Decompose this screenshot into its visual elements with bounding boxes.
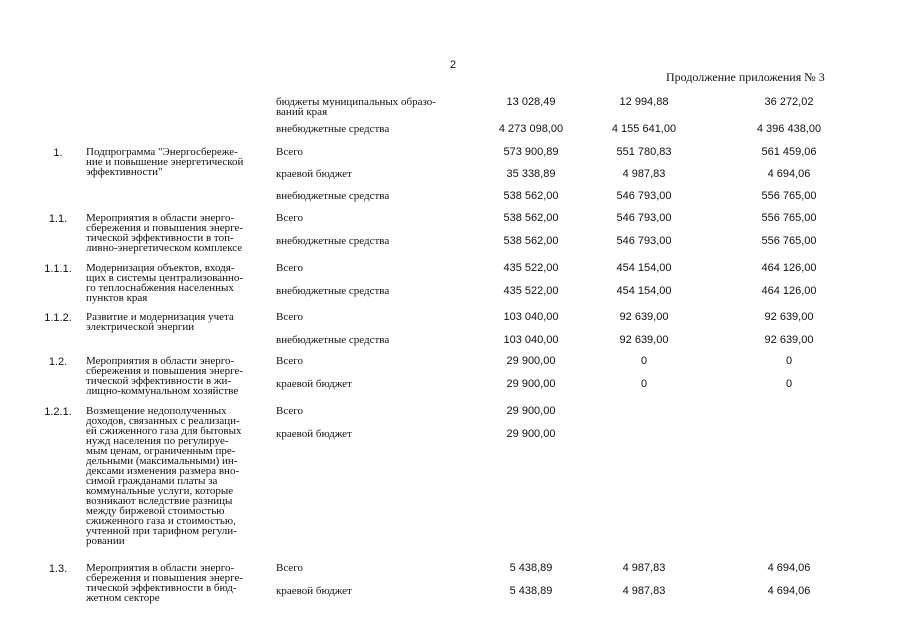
value-year-3: 464 126,00 — [761, 262, 817, 274]
row-title-line: Развитие и модернизация учета — [86, 311, 234, 323]
value-year-1: 538 562,00 — [503, 235, 559, 247]
funding-source-line: внебюджетные средства — [276, 334, 390, 346]
row-title-line: ние и повышение энергетической — [86, 156, 244, 168]
funding-source-line: внебюджетные средства — [276, 285, 390, 297]
funding-source-line: Всего — [276, 212, 303, 224]
row-title-line: Возмещение недополученных — [86, 405, 227, 417]
value-year-2: 551 780,83 — [616, 146, 672, 158]
row-title-line: Модернизация объектов, входя- — [86, 262, 235, 274]
row-title-line: тической эффективности в топ- — [86, 232, 234, 244]
value-year-2: 12 994,88 — [619, 96, 669, 108]
funding-source-line: Всего — [276, 262, 303, 274]
funding-source-label — [276, 169, 352, 179]
funding-source-label — [276, 586, 352, 596]
value-year-2: 0 — [640, 355, 648, 367]
row-title-line: Мероприятия в области энерго- — [86, 355, 235, 367]
funding-source-label — [276, 97, 436, 117]
funding-source-label — [276, 379, 352, 389]
row-title-line: дельными (максимальными) ин- — [86, 455, 238, 467]
funding-source-line: бюджеты муниципальных образо- — [276, 96, 436, 108]
row-number: 1.1. — [48, 213, 68, 225]
value-year-1: 35 338,89 — [506, 168, 556, 180]
row-title-line: сбережения и повышения энерге- — [86, 222, 244, 234]
value-year-2: 546 793,00 — [616, 190, 672, 202]
value-year-2: 546 793,00 — [616, 212, 672, 224]
funding-source-line: внебюджетные средства — [276, 190, 390, 202]
value-year-2: 92 639,00 — [619, 311, 669, 323]
row-title — [86, 406, 272, 546]
funding-source-label — [276, 213, 303, 223]
value-year-3: 556 765,00 — [761, 190, 817, 202]
value-year-3: 556 765,00 — [761, 212, 817, 224]
row-title-line: симой гражданами платы за — [86, 475, 218, 487]
value-year-3: 92 639,00 — [764, 334, 814, 346]
value-year-3: 464 126,00 — [761, 285, 817, 297]
row-title-line: коммунальные услуги, которые — [86, 485, 234, 497]
value-year-2: 0 — [640, 378, 648, 390]
value-year-1: 103 040,00 — [503, 311, 559, 323]
value-year-3: 4 694,06 — [767, 168, 811, 180]
row-title — [86, 213, 243, 253]
funding-source-label — [276, 236, 389, 246]
funding-source-label — [276, 124, 389, 134]
row-number: 1. — [53, 147, 63, 159]
row-title-line: сжиженного газа и стоимостью, — [86, 515, 236, 527]
row-title-line: эффективности" — [86, 166, 163, 178]
value-year-1: 4 273 098,00 — [498, 123, 564, 135]
funding-source-line: краевой бюджет — [276, 585, 352, 597]
row-number: 1.2. — [48, 356, 68, 368]
row-number: 1.1.2. — [44, 312, 72, 324]
funding-source-label — [276, 356, 303, 366]
value-year-3: 4 694,06 — [767, 585, 811, 597]
row-title-line: пунктов края — [86, 292, 148, 304]
row-title-line: Мероприятия в области энерго- — [86, 212, 235, 224]
funding-source-label — [276, 147, 303, 157]
value-year-1: 103 040,00 — [503, 334, 559, 346]
funding-source-line: Всего — [276, 311, 303, 323]
funding-source-label — [276, 429, 352, 439]
value-year-3: 4 694,06 — [767, 562, 811, 574]
row-title-line: тической эффективности в жи- — [86, 375, 232, 387]
funding-source-line: внебюджетные средства — [276, 123, 390, 135]
value-year-2: 4 987,83 — [622, 562, 666, 574]
page-number: 2 — [450, 59, 457, 71]
row-title-line: между биржевой стоимостью — [86, 505, 225, 517]
row-title-line: го теплоснабжения населенных — [86, 282, 234, 294]
value-year-1: 29 900,00 — [506, 355, 556, 367]
value-year-2: 4 987,83 — [622, 585, 666, 597]
row-title-line: тической эффективности в бюд- — [86, 582, 237, 594]
value-year-3: 0 — [785, 378, 793, 390]
funding-source-label — [276, 563, 303, 573]
value-year-1: 29 900,00 — [506, 405, 556, 417]
row-title-line: ровании — [86, 535, 125, 547]
row-title-line: Мероприятия в области энерго- — [86, 562, 235, 574]
funding-source-line: Всего — [276, 355, 303, 367]
value-year-1: 5 438,89 — [509, 562, 553, 574]
funding-source-line: краевой бюджет — [276, 378, 352, 390]
funding-source-label — [276, 406, 303, 416]
row-title-line: мым ценам, ограниченным пре- — [86, 445, 236, 457]
row-title — [86, 563, 272, 603]
value-year-1: 538 562,00 — [503, 190, 559, 202]
funding-source-line: Всего — [276, 562, 303, 574]
row-number: 1.3. — [48, 563, 68, 575]
row-title-line: электрической энергии — [86, 321, 195, 333]
funding-source-label — [276, 335, 389, 345]
value-year-1: 29 900,00 — [506, 378, 556, 390]
value-year-1: 573 900,89 — [503, 146, 559, 158]
row-title-line: щих в системы централизованно- — [86, 272, 244, 284]
value-year-1: 5 438,89 — [509, 585, 553, 597]
row-title-line: возникают вследствие разницы — [86, 495, 233, 507]
row-title-line: ливно-энергетическом комплексе — [86, 242, 243, 254]
value-year-3: 561 459,06 — [761, 146, 817, 158]
value-year-3: 0 — [785, 355, 793, 367]
value-year-2: 546 793,00 — [616, 235, 672, 247]
row-title-line: сбережения и повышения энерге- — [86, 365, 244, 377]
value-year-2: 92 639,00 — [619, 334, 669, 346]
row-title-line: ей сжиженного газа для бытовых — [86, 425, 242, 437]
value-year-1: 435 522,00 — [503, 262, 559, 274]
row-title-line: учтенной при тарифном регули- — [86, 525, 237, 537]
funding-source-label — [276, 286, 389, 296]
value-year-3: 556 765,00 — [761, 235, 817, 247]
value-year-1: 435 522,00 — [503, 285, 559, 297]
row-number: 1.1.1. — [44, 263, 72, 275]
row-title-line: Подпрограмма "Энергосбереже- — [86, 146, 238, 158]
value-year-2: 4 155 641,00 — [611, 123, 677, 135]
row-title-line: жетном секторе — [86, 592, 160, 604]
funding-source-line: краевой бюджет — [276, 168, 352, 180]
continuation-caption: Продолжение приложения № 3 — [666, 70, 825, 84]
funding-source-label — [276, 191, 389, 201]
value-year-1: 538 562,00 — [503, 212, 559, 224]
row-title-line: доходов, связанных с реализаци- — [86, 415, 240, 427]
value-year-2: 454 154,00 — [616, 285, 672, 297]
funding-source-line: внебюджетные средства — [276, 235, 390, 247]
row-title-line: лищно-коммунальном хозяйстве — [86, 385, 239, 397]
value-year-2: 4 987,83 — [622, 168, 666, 180]
row-title-line: дексами изменения размера вно- — [86, 465, 240, 477]
row-number: 1.2.1. — [44, 406, 72, 418]
value-year-3: 36 272,02 — [764, 96, 814, 108]
value-year-1: 29 900,00 — [506, 428, 556, 440]
row-title-line: сбережения и повышения энерге- — [86, 572, 244, 584]
funding-source-label — [276, 263, 303, 273]
value-year-3: 4 396 438,00 — [756, 123, 822, 135]
value-year-2: 454 154,00 — [616, 262, 672, 274]
row-title — [86, 147, 243, 177]
funding-source-line: ваний края — [276, 106, 328, 118]
row-title-line: нужд населения по регулируе- — [86, 435, 229, 447]
funding-source-label — [276, 312, 303, 322]
row-title — [86, 263, 243, 303]
value-year-1: 13 028,49 — [506, 96, 556, 108]
row-title — [86, 312, 234, 332]
row-title — [86, 356, 243, 396]
funding-source-line: Всего — [276, 146, 303, 158]
funding-source-line: Всего — [276, 405, 303, 417]
value-year-3: 92 639,00 — [764, 311, 814, 323]
funding-source-line: краевой бюджет — [276, 428, 352, 440]
